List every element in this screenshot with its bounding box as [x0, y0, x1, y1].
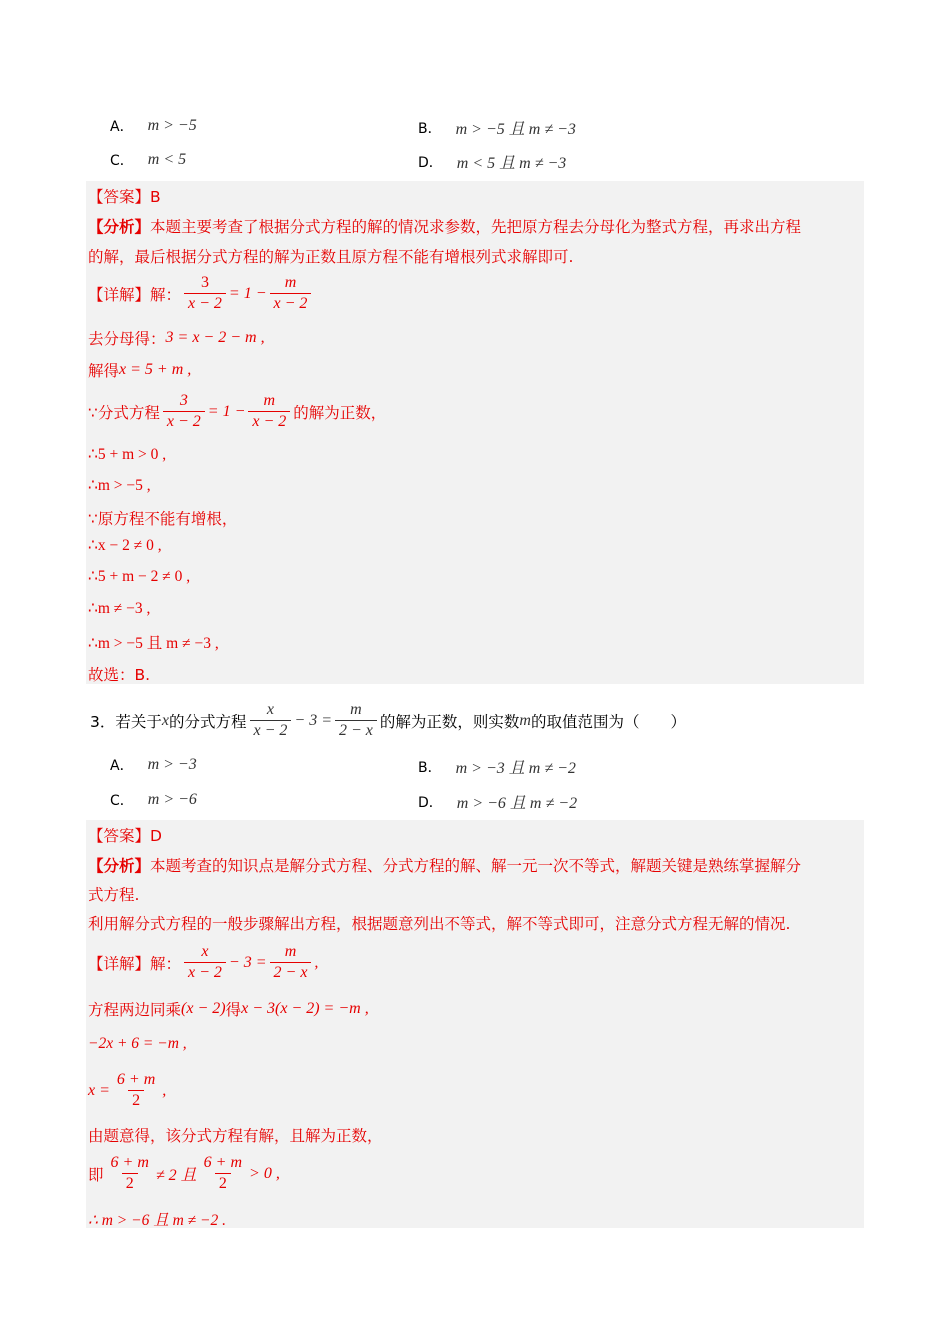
step-math: ≠ 2 且	[155, 1167, 197, 1184]
equation-mid: = 1 −	[207, 402, 246, 420]
option-label: B．	[418, 759, 442, 776]
detail-line	[88, 273, 314, 314]
step-text: 即	[88, 1165, 104, 1184]
frac-num: x	[266, 701, 274, 718]
stem-text: 的解为正数，则实数	[379, 712, 520, 731]
frac-num: 6 + m	[110, 1154, 149, 1171]
frac-den: 2	[122, 1173, 138, 1194]
stem-text: 的取值范围为（ ）	[530, 712, 686, 731]
step-math: x = 5 + m ,	[119, 361, 192, 378]
step-math: (x − 2)	[181, 1000, 226, 1017]
frac-num: x	[201, 943, 209, 960]
stem-text: 3．若关于	[90, 712, 162, 731]
option-label: D．	[418, 794, 443, 811]
frac-den: x − 2	[163, 411, 205, 432]
step-line: 由题意得，该分式方程有解，且解为正数，	[88, 1127, 383, 1145]
fraction	[184, 273, 226, 314]
step-text: ∵分式方程	[88, 403, 160, 422]
fraction	[270, 273, 312, 314]
analysis-line-1	[88, 854, 801, 876]
answer-line: 【答案】D	[88, 827, 162, 845]
step-line: −2x + 6 = −m ,	[88, 1035, 187, 1052]
frac-den: x − 2	[250, 720, 292, 741]
step-line: ∴5 + m > 0 ,	[88, 446, 167, 463]
step-math: x =	[88, 1081, 110, 1099]
option-expr: m > −3 且 m ≠ −2	[455, 760, 576, 777]
q2-solution-block	[86, 181, 864, 684]
stem-var: m	[519, 711, 531, 729]
stem-var: x	[161, 711, 169, 729]
q2-option-d	[418, 150, 566, 173]
option-expr: m > −6	[147, 791, 197, 808]
analysis-line-3: 利用解分式方程的一般步骤解出方程，根据题意列出不等式，解不等式即可，注意分式方程无解的情况.	[88, 915, 791, 933]
frac-num: 6 + m	[203, 1154, 243, 1171]
option-expr: m > −5	[147, 117, 197, 134]
fraction	[200, 1153, 246, 1194]
step-line: 故选：B.	[88, 666, 151, 684]
frac-num: 3	[179, 392, 188, 409]
option-expr: m < 5	[147, 151, 187, 168]
step-text: 方程两边同乘	[88, 1001, 182, 1019]
step-line	[88, 359, 191, 381]
q2-option-a	[110, 116, 197, 136]
frac-den: x − 2	[184, 962, 226, 983]
step-text: 去分母得：	[88, 330, 166, 348]
option-label: A．	[110, 758, 134, 774]
step-line: ∴ m > −6 且 m ≠ −2 .	[88, 1212, 227, 1229]
analysis-line-2: 式方程.	[88, 886, 140, 904]
step-line: ∴m > −5 且 m ≠ −3 ,	[88, 635, 219, 652]
fraction	[270, 942, 312, 983]
step-line: ∵原方程不能有增根，	[88, 510, 238, 528]
option-label: A．	[110, 119, 134, 135]
step-math: > 0 ,	[249, 1164, 280, 1182]
analysis-tag: 【分析】	[88, 218, 151, 236]
fraction	[163, 391, 205, 432]
option-expr: m < 5 且 m ≠ −3	[456, 155, 567, 172]
frac-den: 2 − x	[270, 962, 312, 983]
equation-mid: = 1 −	[228, 284, 267, 302]
option-label: C．	[110, 153, 134, 169]
q3-stem	[90, 700, 686, 741]
q3-option-b	[418, 755, 576, 778]
fraction	[113, 1070, 159, 1111]
option-expr: m > −3	[147, 756, 197, 773]
frac-den: 2	[215, 1173, 231, 1194]
answer-line: 【答案】B	[88, 188, 161, 206]
frac-den: x − 2	[270, 293, 312, 314]
equation-mid: − 3 =	[294, 711, 332, 729]
step-line: ∴5 + m − 2 ≠ 0 ,	[88, 568, 191, 585]
frac-num: m	[350, 701, 362, 718]
q3-option-d	[418, 790, 577, 813]
frac-num: 3	[200, 274, 209, 291]
option-label: B．	[418, 120, 442, 137]
option-label: C．	[110, 793, 134, 809]
fraction	[248, 391, 290, 432]
frac-num: m	[263, 392, 276, 409]
option-expr: m > −5 且 m ≠ −3	[455, 121, 576, 138]
fraction	[250, 700, 292, 741]
frac-num: m	[284, 943, 297, 960]
step-math: 3 = x − 2 − m ,	[165, 329, 265, 346]
step-text: 的解为正数，	[293, 403, 387, 422]
fraction	[335, 700, 377, 741]
step-line: ∴x − 2 ≠ 0 ,	[88, 537, 162, 554]
equation-mid: − 3 =	[228, 953, 267, 971]
step-text: 得	[225, 1001, 242, 1019]
analysis-tag: 【分析】	[88, 857, 151, 875]
step-math: x − 3(x − 2) = −m ,	[241, 1000, 369, 1017]
q2-option-c	[110, 150, 186, 170]
analysis-text: 本题主要考查了根据分式方程的解的情况求参数，先把原方程去分母化为整式方程，再求出方程	[150, 218, 802, 236]
step-line	[88, 327, 265, 349]
q3-solution-block	[86, 820, 864, 1228]
frac-den: 2	[128, 1090, 144, 1111]
frac-num: m	[284, 274, 297, 291]
step-line	[88, 1153, 280, 1194]
step-line	[88, 998, 369, 1020]
step-line: ∴m > −5 ,	[88, 477, 151, 494]
step-line	[88, 391, 386, 432]
step-text: 解得	[88, 362, 120, 380]
frac-num: 6 + m	[116, 1071, 156, 1088]
frac-den: x − 2	[248, 411, 290, 432]
frac-den: 2 − x	[335, 720, 377, 741]
q3-option-c	[110, 790, 197, 810]
stem-text: 的分式方程	[168, 712, 247, 731]
analysis-text: 本题考查的知识点是解分式方程、分式方程的解、解一元一次不等式，解题关键是熟练掌握解分	[150, 857, 802, 875]
option-label: D．	[418, 154, 443, 171]
frac-den: x − 2	[184, 293, 226, 314]
detail-tag: 【详解】解：	[88, 954, 182, 973]
detail-tag: 【详解】解：	[88, 285, 182, 304]
analysis-line-1	[88, 215, 801, 237]
fraction	[184, 942, 226, 983]
step-line: ∴m ≠ −3 ,	[88, 600, 151, 617]
analysis-line-2: 的解，最后根据分式方程的解为正数且原方程不能有增根列式求解即可.	[88, 248, 574, 266]
q3-option-a	[110, 755, 197, 775]
option-expr: m > −6 且 m ≠ −2	[456, 795, 578, 812]
q2-option-b	[418, 116, 576, 139]
fraction	[107, 1153, 153, 1194]
detail-line: 【详解】解： $\frac{x}{x - 2}$ − 3 = $\frac{m}{2 - x}$ ,	[88, 943, 319, 981]
step-line: x = $\frac{6 + m}{2}$ ,	[88, 1071, 167, 1109]
